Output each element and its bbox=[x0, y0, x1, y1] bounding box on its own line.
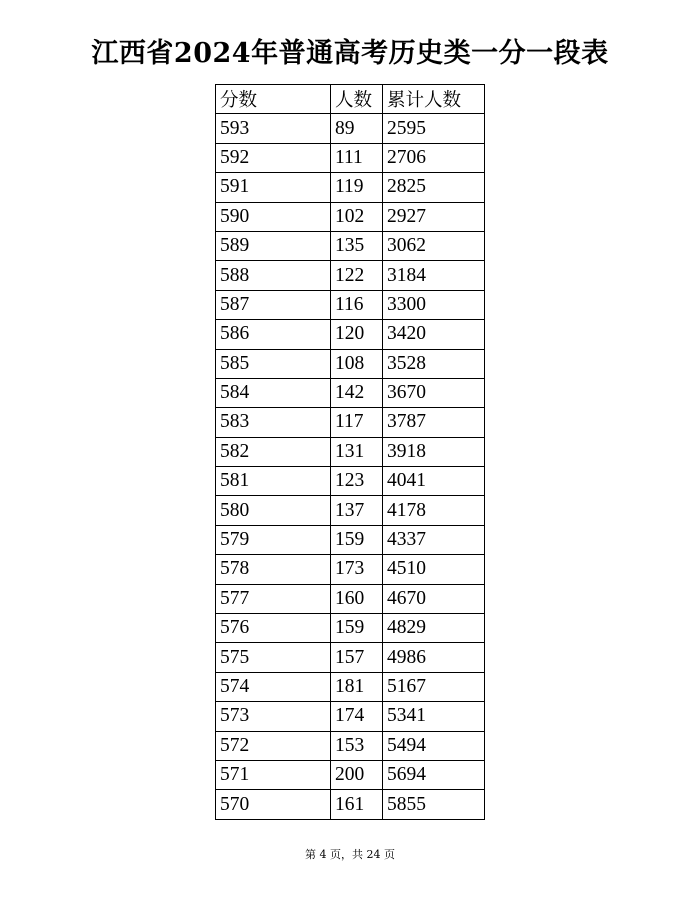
cell-cumulative: 4829 bbox=[383, 614, 485, 643]
cell-score: 574 bbox=[216, 672, 331, 701]
cell-cumulative: 4178 bbox=[383, 496, 485, 525]
cell-count: 89 bbox=[331, 114, 383, 143]
cell-cumulative: 3184 bbox=[383, 261, 485, 290]
cell-cumulative: 4986 bbox=[383, 643, 485, 672]
table-row bbox=[216, 231, 485, 260]
cell-score: 571 bbox=[216, 760, 331, 789]
cell-count: 131 bbox=[331, 437, 383, 466]
cell-score: 588 bbox=[216, 261, 331, 290]
table-row bbox=[216, 143, 485, 172]
table-row bbox=[216, 525, 485, 554]
table-header-row bbox=[216, 85, 485, 114]
cell-cumulative: 5494 bbox=[383, 731, 485, 760]
cell-count: 200 bbox=[331, 760, 383, 789]
cell-score: 573 bbox=[216, 702, 331, 731]
table-row bbox=[216, 555, 485, 584]
cell-cumulative: 3918 bbox=[383, 437, 485, 466]
header-score: 分数 bbox=[216, 85, 331, 114]
cell-cumulative: 4337 bbox=[383, 525, 485, 554]
cell-score: 591 bbox=[216, 173, 331, 202]
cell-score: 578 bbox=[216, 555, 331, 584]
table-row bbox=[216, 114, 485, 143]
table-row bbox=[216, 173, 485, 202]
cell-score: 579 bbox=[216, 525, 331, 554]
score-table bbox=[215, 84, 485, 820]
table-row bbox=[216, 702, 485, 731]
cell-cumulative: 5855 bbox=[383, 790, 485, 819]
table-row bbox=[216, 437, 485, 466]
cell-score: 585 bbox=[216, 349, 331, 378]
cell-score: 576 bbox=[216, 614, 331, 643]
cell-count: 120 bbox=[331, 320, 383, 349]
table-row bbox=[216, 349, 485, 378]
cell-score: 584 bbox=[216, 378, 331, 407]
cell-score: 587 bbox=[216, 290, 331, 319]
cell-score: 583 bbox=[216, 408, 331, 437]
cell-count: 174 bbox=[331, 702, 383, 731]
cell-count: 159 bbox=[331, 614, 383, 643]
cell-cumulative: 2595 bbox=[383, 114, 485, 143]
table-row bbox=[216, 614, 485, 643]
table-row bbox=[216, 261, 485, 290]
cell-count: 157 bbox=[331, 643, 383, 672]
cell-score: 592 bbox=[216, 143, 331, 172]
header-cumulative: 累计人数 bbox=[383, 85, 485, 114]
cell-cumulative: 5167 bbox=[383, 672, 485, 701]
table-row bbox=[216, 790, 485, 819]
cell-cumulative: 3300 bbox=[383, 290, 485, 319]
table-row bbox=[216, 672, 485, 701]
cell-count: 123 bbox=[331, 467, 383, 496]
cell-count: 122 bbox=[331, 261, 383, 290]
cell-score: 593 bbox=[216, 114, 331, 143]
cell-count: 117 bbox=[331, 408, 383, 437]
cell-count: 116 bbox=[331, 290, 383, 319]
cell-count: 181 bbox=[331, 672, 383, 701]
table-row bbox=[216, 320, 485, 349]
cell-score: 572 bbox=[216, 731, 331, 760]
cell-cumulative: 3787 bbox=[383, 408, 485, 437]
cell-count: 119 bbox=[331, 173, 383, 202]
cell-count: 173 bbox=[331, 555, 383, 584]
cell-count: 159 bbox=[331, 525, 383, 554]
cell-count: 161 bbox=[331, 790, 383, 819]
table-row bbox=[216, 760, 485, 789]
table-row bbox=[216, 467, 485, 496]
cell-score: 570 bbox=[216, 790, 331, 819]
cell-cumulative: 5341 bbox=[383, 702, 485, 731]
cell-cumulative: 2927 bbox=[383, 202, 485, 231]
cell-cumulative: 2825 bbox=[383, 173, 485, 202]
cell-cumulative: 4670 bbox=[383, 584, 485, 613]
table-row bbox=[216, 731, 485, 760]
cell-score: 590 bbox=[216, 202, 331, 231]
cell-count: 135 bbox=[331, 231, 383, 260]
table-body bbox=[216, 114, 485, 819]
cell-score: 575 bbox=[216, 643, 331, 672]
table-row bbox=[216, 584, 485, 613]
cell-count: 153 bbox=[331, 731, 383, 760]
cell-count: 111 bbox=[331, 143, 383, 172]
cell-cumulative: 3528 bbox=[383, 349, 485, 378]
table-row bbox=[216, 202, 485, 231]
cell-count: 108 bbox=[331, 349, 383, 378]
cell-score: 589 bbox=[216, 231, 331, 260]
cell-cumulative: 3062 bbox=[383, 231, 485, 260]
cell-count: 142 bbox=[331, 378, 383, 407]
page-footer: 第 4 页，共 24 页 bbox=[305, 848, 395, 861]
cell-score: 580 bbox=[216, 496, 331, 525]
table-row bbox=[216, 408, 485, 437]
cell-score: 577 bbox=[216, 584, 331, 613]
cell-cumulative: 2706 bbox=[383, 143, 485, 172]
cell-cumulative: 3420 bbox=[383, 320, 485, 349]
cell-count: 102 bbox=[331, 202, 383, 231]
cell-cumulative: 4041 bbox=[383, 467, 485, 496]
cell-count: 160 bbox=[331, 584, 383, 613]
cell-score: 586 bbox=[216, 320, 331, 349]
score-table-container bbox=[215, 84, 485, 820]
cell-score: 582 bbox=[216, 437, 331, 466]
table-row bbox=[216, 290, 485, 319]
table-row bbox=[216, 496, 485, 525]
cell-count: 137 bbox=[331, 496, 383, 525]
cell-cumulative: 4510 bbox=[383, 555, 485, 584]
cell-score: 581 bbox=[216, 467, 331, 496]
cell-cumulative: 3670 bbox=[383, 378, 485, 407]
page-title: 江西省2024年普通高考历史类一分一段表 bbox=[91, 38, 609, 69]
header-count: 人数 bbox=[331, 85, 383, 114]
table-row bbox=[216, 643, 485, 672]
cell-cumulative: 5694 bbox=[383, 760, 485, 789]
table-row bbox=[216, 378, 485, 407]
